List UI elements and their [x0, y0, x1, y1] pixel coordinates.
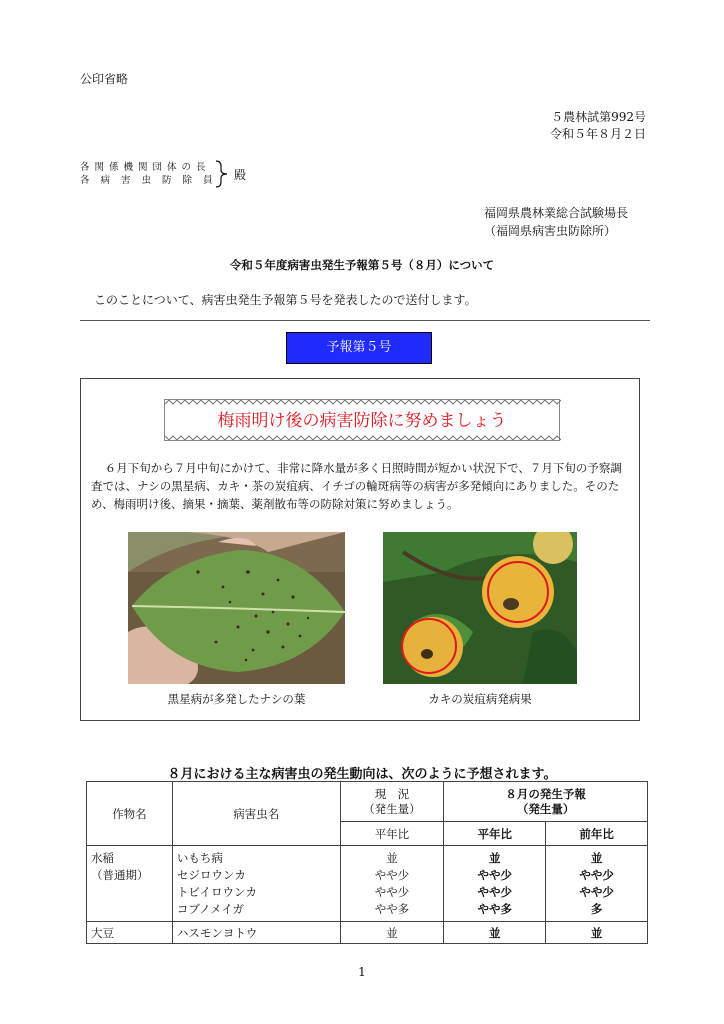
forecast-last-value: やや少: [579, 885, 614, 899]
header-crop: 作物名: [87, 782, 173, 846]
pest-list-rice: [172, 846, 340, 922]
pest-name: ハスモンヨトウ: [172, 922, 340, 944]
document-date: 令和５年８月２日: [549, 127, 646, 141]
headline: 梅雨明け後の病害防除に努めましょう: [217, 411, 507, 431]
table-row: [87, 922, 648, 944]
header-forecast: [444, 782, 648, 822]
forecast-last-value: やや少: [579, 868, 614, 882]
table-heading: ８月における主な病害虫の発生動向は、次のように予想されます。: [167, 767, 557, 782]
persimmon-fruit-photo: [383, 532, 577, 684]
notice-box: [80, 378, 640, 721]
subheader-forecast-last-year: 前年比: [546, 822, 648, 846]
zigzag-border-bottom: [165, 435, 561, 441]
addressee-block: [80, 160, 280, 196]
subheader-current-normal: 平年比: [340, 822, 444, 846]
forecast-normal-value: やや少: [477, 868, 513, 882]
forecast-normal-value: 並: [444, 922, 546, 944]
pest-name: コブノメイガ: [176, 902, 244, 916]
pear-leaf-photo: [128, 532, 345, 684]
forecast-normal-value: 並: [489, 851, 501, 865]
table-row: [87, 846, 648, 922]
pest-name: いもち病: [176, 851, 223, 865]
header-pest: 病害虫名: [172, 782, 340, 846]
current-value: やや多: [374, 902, 410, 916]
sender-organization: 福岡県農林業総合試験場長: [483, 206, 628, 220]
document-title: 令和５年度病害虫発生予報第５号（８月）について: [229, 258, 495, 272]
current-value: やや少: [374, 868, 410, 882]
page-number: 1: [358, 965, 366, 979]
notice-paragraph: ６月下旬から７月中旬にかけて、非常に降水量が多く日照時間が短かい状況下で、７月下旬の予察調査では、ナシの黒星病、カキ・茶の炭疽病、イチゴの輪斑病等の病害が多発傾向にありました。そのため、梅雨明け後、摘果・摘葉、薬剤散布等の防除対策に努めましょう。: [91, 461, 622, 511]
addressee-line-2: 各病害虫防除員: [80, 175, 224, 186]
crop-season: （普通期）: [91, 868, 149, 882]
intro-sentence: このことについて、病害虫発生予報第５号を発表したので送付します。: [94, 293, 477, 307]
current-value: 並: [340, 922, 444, 944]
subheader-forecast-normal: 平年比: [444, 822, 546, 846]
header-forecast-line2: （発生量）: [516, 801, 575, 816]
seal-omitted-note: 公印省略: [80, 72, 129, 86]
header-current-line2: （発生量）: [363, 801, 421, 816]
addressee-line-1: 各関係機関団体の長: [80, 162, 211, 173]
headline-frame: [164, 399, 560, 441]
forecast-last-list-rice: [546, 846, 648, 922]
caption-pear-leaf: 黒星病が多発したナシの葉: [167, 692, 306, 706]
pest-name: セジロウンカ: [176, 868, 246, 882]
header-current: [340, 782, 444, 822]
caption-persimmon-fruit: カキの炭疽病発病果: [428, 692, 532, 706]
header-forecast-line1: ８月の発生予報: [505, 786, 586, 801]
honorific: 殿: [234, 168, 247, 182]
zigzag-border-top: [165, 399, 561, 405]
crop-rice: [87, 846, 173, 922]
pest-forecast-table: [86, 781, 648, 944]
sender-sub-organization: （福岡県病害虫防除所）: [483, 224, 616, 238]
forecast-last-value: 多: [590, 902, 603, 916]
forecast-normal-value: やや多: [477, 902, 513, 916]
divider: [80, 320, 650, 321]
header-current-line1: 現 況: [374, 786, 410, 801]
right-brace-icon: [214, 160, 230, 188]
crop-soybean: 大豆: [87, 922, 173, 944]
document-number: ５農林試第992号: [551, 110, 646, 124]
crop-name: 水稲: [91, 851, 114, 865]
current-value: やや少: [374, 885, 410, 899]
forecast-last-value: 並: [590, 851, 603, 865]
forecast-number-badge: 予報第５号: [286, 332, 432, 364]
forecast-last-value: 並: [546, 922, 648, 944]
forecast-normal-value: やや少: [477, 885, 513, 899]
forecast-normal-list-rice: [444, 846, 546, 922]
current-value: 並: [386, 851, 398, 865]
pest-name: トビイロウンカ: [176, 885, 258, 899]
current-list-rice: [340, 846, 444, 922]
